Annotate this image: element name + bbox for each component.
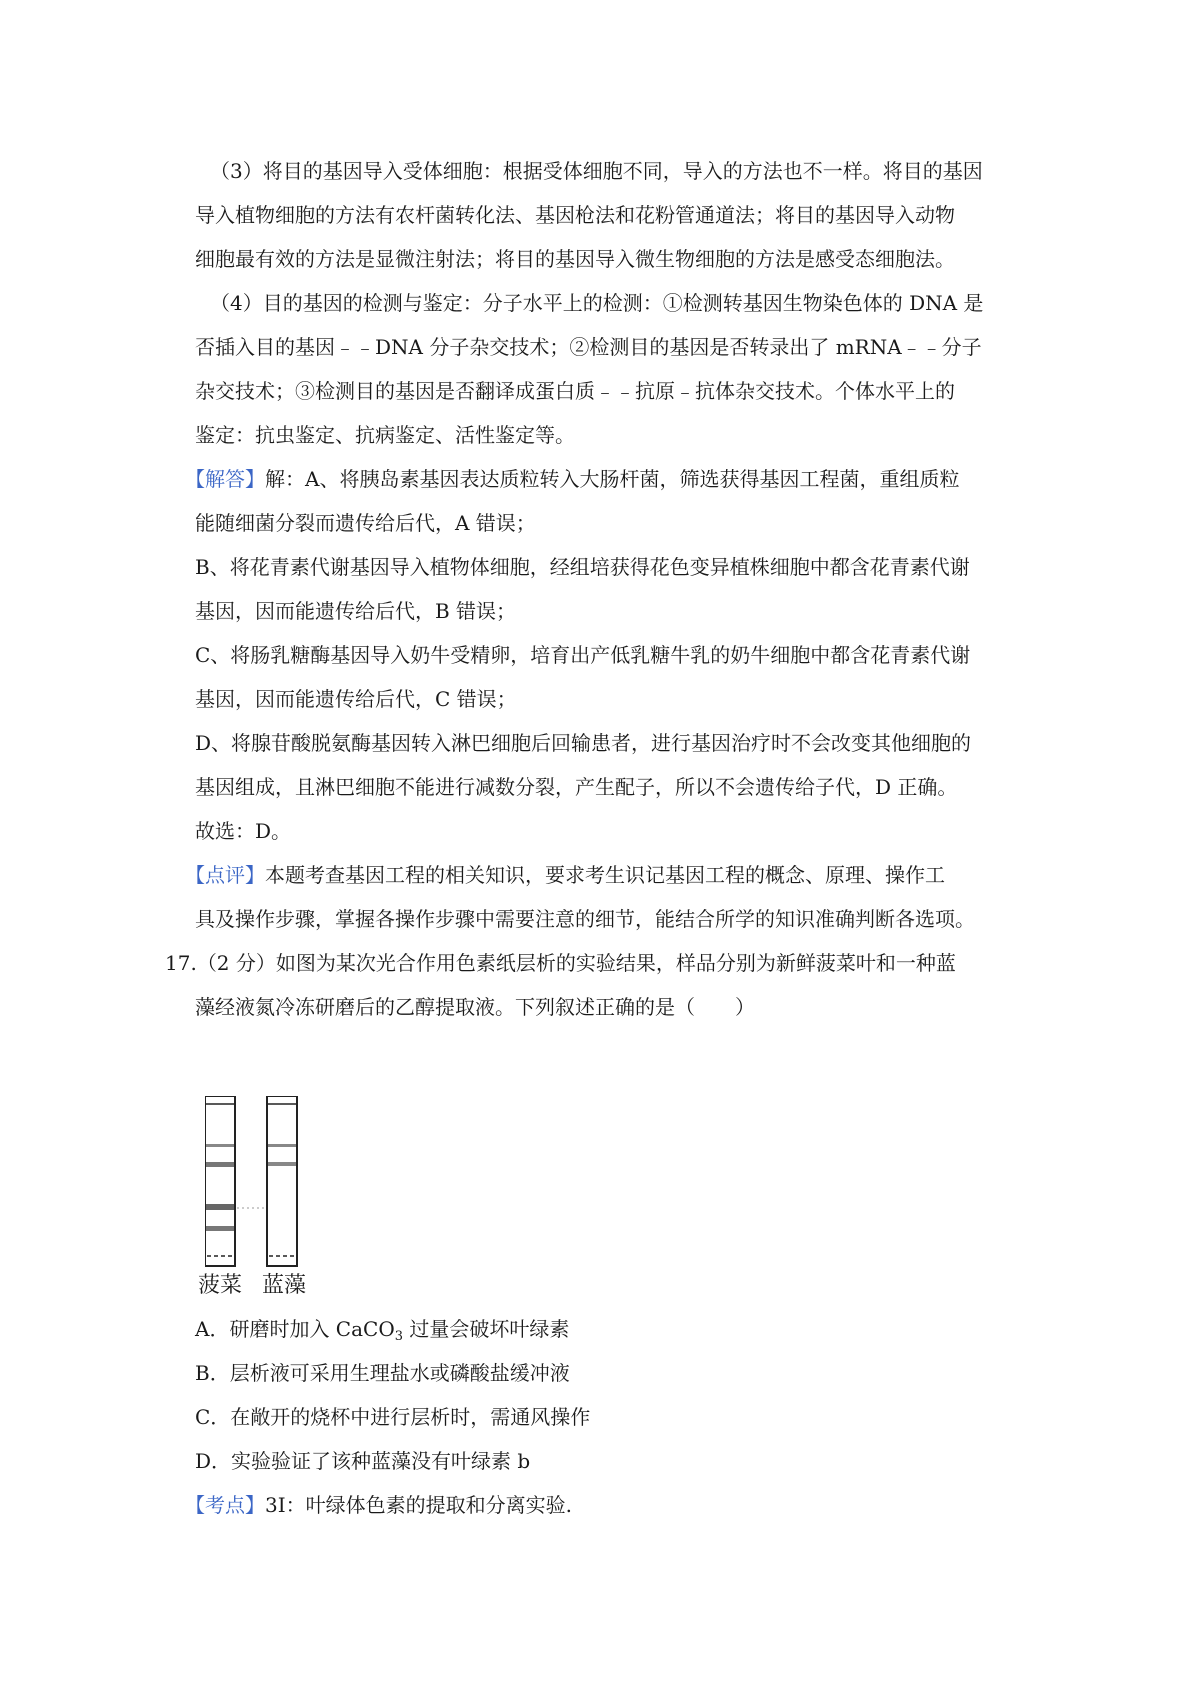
comment-text: 本题考查基因工程的相关知识，要求考生识记基因工程的概念、原理、操作工 bbox=[265, 863, 945, 887]
question-line: 藻经液氮冷冻研磨后的乙醇提取液。下列叙述正确的是（ ） bbox=[195, 995, 755, 1019]
question-text: （2 分）如图为某次光合作用色素纸层析的实验结果，样品分别为新鲜菠菜叶和一种蓝 bbox=[196, 951, 956, 975]
comment-line: 具及操作步骤，掌握各操作步骤中需要注意的细节，能结合所学的知识准确判断各选项。 bbox=[195, 907, 975, 931]
option-a bbox=[195, 1316, 569, 1350]
option-d: D．实验验证了该种蓝藻没有叶绿素 b bbox=[195, 1449, 531, 1473]
analysis-line: 导入植物细胞的方法有农杆菌转化法、基因枪法和花粉管通道法；将目的基因导入动物 bbox=[195, 203, 955, 227]
option-b: B．层析液可采用生理盐水或磷酸盐缓冲液 bbox=[195, 1361, 570, 1385]
knowledge-line bbox=[185, 1492, 572, 1518]
answer-line: 能随细菌分裂而遗传给后代，A 错误； bbox=[195, 511, 536, 535]
option-a-text-end: 过量会破坏叶绿素 bbox=[403, 1317, 570, 1341]
comment-tag: 【点评】 bbox=[185, 863, 265, 887]
knowledge-text: 3I：叶绿体色素的提取和分离实验. bbox=[265, 1493, 572, 1517]
answer-text: 解：A、将胰岛素基因表达质粒转入大肠杆菌，筛选获得基因工程菌，重组质粒 bbox=[265, 467, 960, 491]
cyanobacteria-label: 蓝藻 bbox=[262, 1273, 307, 1298]
option-a-subscript: 3 bbox=[394, 1329, 404, 1344]
answer-line: B、将花青素代谢基因导入植物体细胞，经组培获得花色变异植株细胞中都含花青素代谢 bbox=[195, 555, 970, 579]
answer-tag: 【解答】 bbox=[185, 467, 265, 491]
question-line bbox=[165, 950, 956, 976]
analysis-line: 鉴定：抗虫鉴定、抗病鉴定、活性鉴定等。 bbox=[195, 423, 575, 447]
spinach-label: 菠菜 bbox=[198, 1273, 243, 1298]
answer-line: D、将腺苷酸脱氨酶基因转入淋巴细胞后回输患者，进行基因治疗时不会改变其他细胞的 bbox=[195, 731, 972, 755]
answer-line: 基因组成，且淋巴细胞不能进行减数分裂，产生配子，所以不会遗传给子代，D 正确。 bbox=[195, 775, 958, 799]
comment-line bbox=[185, 862, 945, 888]
knowledge-tag: 【考点】 bbox=[185, 1493, 265, 1517]
analysis-line: 否插入目的基因﹣﹣DNA 分子杂交技术；②检测目的基因是否转录出了 mRNA﹣﹣分子 bbox=[195, 335, 982, 359]
answer-line: 故选：D。 bbox=[195, 819, 292, 843]
answer-line: C、将肠乳糖酶基因导入奶牛受精卵，培育出产低乳糖牛乳的奶牛细胞中都含花青素代谢 bbox=[195, 643, 971, 667]
option-a-text: A．研磨时加入 CaCO bbox=[195, 1317, 395, 1341]
spinach-strip bbox=[205, 1096, 235, 1266]
option-c: C．在敞开的烧杯中进行层析时，需通风操作 bbox=[195, 1405, 591, 1429]
answer-line bbox=[185, 466, 959, 492]
analysis-line: 杂交技术；③检测目的基因是否翻译成蛋白质﹣﹣抗原﹣抗体杂交技术。个体水平上的 bbox=[195, 379, 955, 403]
analysis-line: （4）目的基因的检测与鉴定：分子水平上的检测：①检测转基因生物染色体的 DNA 是 bbox=[210, 291, 984, 315]
answer-line: 基因，因而能遗传给后代，C 错误； bbox=[195, 687, 517, 711]
analysis-line: 细胞最有效的方法是显微注射法；将目的基因导入微生物细胞的方法是感受态细胞法。 bbox=[195, 247, 955, 271]
question-number: 17. bbox=[165, 951, 197, 975]
analysis-line: （3）将目的基因导入受体细胞：根据受体细胞不同，导入的方法也不一样。将目的基因 bbox=[210, 159, 983, 183]
answer-line: 基因，因而能遗传给后代，B 错误； bbox=[195, 599, 517, 623]
